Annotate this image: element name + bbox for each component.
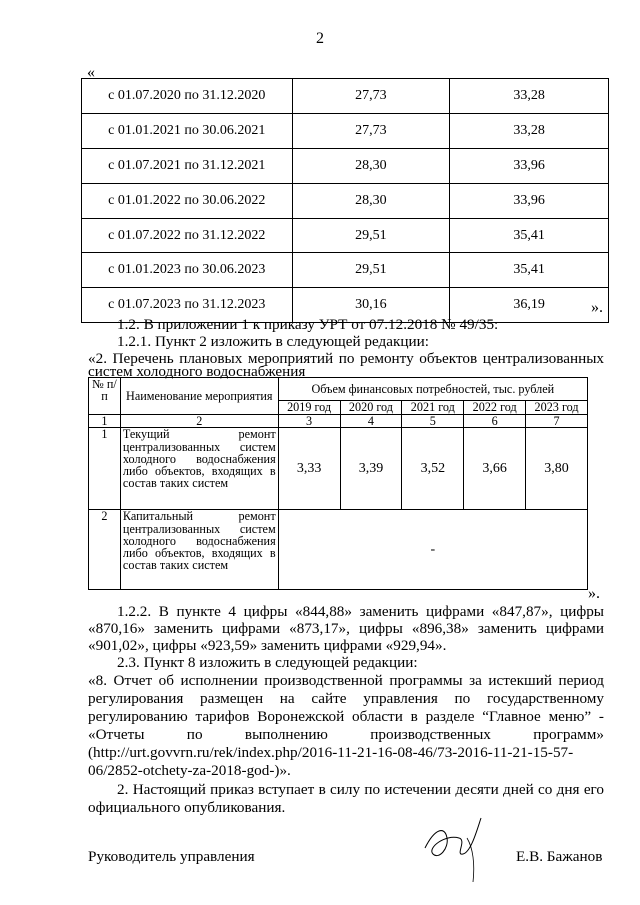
row-name: Капитальный ремонт централизованных систем холодного водоснабжения либо объектов, входящих в состав таких систем bbox=[120, 510, 278, 590]
paragraph-2-title-line1: «2. Перечень плановых мероприятий по ремонту объектов централизованных bbox=[88, 350, 604, 367]
header-name: Наименование мероприятия bbox=[120, 378, 278, 415]
paragraph-1-2: 1.2. В приложении 1 к приказу УРТ от 07.12.2018 № 49/35: bbox=[117, 316, 499, 333]
paragraph-1-2-2-line2: «870,16» заменить цифрами «873,17», цифры «896,38» заменить цифрами bbox=[88, 620, 604, 637]
paragraph-8-url-line1: (http://urt.govvrn.ru/rek/index.php/2016-11-21-16-08-46/73-2016-11-21-15-57- bbox=[88, 744, 574, 761]
row-value: 3,39 bbox=[340, 428, 402, 510]
signer-title: Руководитель управления bbox=[88, 848, 255, 865]
table-row bbox=[82, 218, 609, 253]
table-row bbox=[89, 510, 588, 590]
index-cell: 3 bbox=[278, 415, 340, 428]
tariff-period: с 01.01.2022 по 30.06.2022 bbox=[82, 183, 293, 218]
table-row bbox=[82, 79, 609, 114]
paragraph-1-2-2-line3: «901,02», цифры «923,59» заменить цифрами «929,94». bbox=[88, 637, 447, 654]
index-cell: 5 bbox=[402, 415, 464, 428]
closing-quote-1: ». bbox=[591, 299, 603, 316]
tariff-period: с 01.01.2021 по 30.06.2021 bbox=[82, 113, 293, 148]
paragraph-2-title-line2: систем холодного водоснабжения bbox=[88, 363, 306, 380]
tariff-value-2: 36,19 bbox=[450, 288, 609, 323]
paragraph-8-url-line2: 06/2852-otchety-za-2018-god-)». bbox=[88, 762, 291, 779]
paragraph-2-3: 2.3. Пункт 8 изложить в следующей редакции: bbox=[117, 654, 418, 671]
paragraph-8-line4: «Отчеты по выполнению производственных программ» bbox=[88, 726, 604, 743]
tariff-period: с 01.07.2020 по 31.12.2020 bbox=[82, 79, 293, 114]
paragraph-8-line3: регулированию тарифов Воронежской области в разделе “Главное меню” - bbox=[88, 708, 604, 725]
tariff-period: с 01.01.2023 по 30.06.2023 bbox=[82, 253, 293, 288]
tariff-period: с 01.07.2021 по 31.12.2021 bbox=[82, 148, 293, 183]
tariff-value-2: 33,96 bbox=[450, 183, 609, 218]
tariff-value-2: 33,96 bbox=[450, 148, 609, 183]
tariff-table bbox=[81, 78, 609, 323]
row-num: 1 bbox=[89, 428, 121, 510]
header-year: 2019 год bbox=[278, 401, 340, 415]
table-row bbox=[82, 113, 609, 148]
tariff-value-1: 28,30 bbox=[292, 148, 450, 183]
paragraph-1-2-2-line1: 1.2.2. В пункте 4 цифры «844,88» заменить цифрами «847,87», цифры bbox=[117, 603, 604, 620]
row-value: 3,52 bbox=[402, 428, 464, 510]
tariff-value-2: 35,41 bbox=[450, 253, 609, 288]
header-year: 2021 год bbox=[402, 401, 464, 415]
tariff-value-2: 35,41 bbox=[450, 218, 609, 253]
tariff-value-1: 29,51 bbox=[292, 218, 450, 253]
paragraph-final-line1: 2. Настоящий приказ вступает в силу по истечении десяти дней со дня его bbox=[117, 781, 604, 798]
row-merged-value: - bbox=[278, 510, 587, 590]
index-cell: 6 bbox=[464, 415, 526, 428]
closing-quote-2: ». bbox=[588, 585, 600, 602]
program-table bbox=[88, 377, 588, 590]
tariff-value-1: 27,73 bbox=[292, 79, 450, 114]
header-group: Объем финансовых потребностей, тыс. рублей bbox=[278, 378, 587, 401]
tariff-value-1: 28,30 bbox=[292, 183, 450, 218]
tariff-value-1: 30,16 bbox=[292, 288, 450, 323]
row-value: 3,80 bbox=[526, 428, 588, 510]
index-cell: 4 bbox=[340, 415, 402, 428]
table-row bbox=[82, 253, 609, 288]
opening-quote: « bbox=[87, 64, 95, 81]
header-year: 2020 год bbox=[340, 401, 402, 415]
paragraph-8-line1: «8. Отчет об исполнении производственной программы за истекший период bbox=[88, 672, 604, 689]
header-year: 2022 год bbox=[464, 401, 526, 415]
page-number: 2 bbox=[316, 30, 324, 47]
tariff-value-1: 27,73 bbox=[292, 113, 450, 148]
index-cell: 7 bbox=[526, 415, 588, 428]
paragraph-final-line2: официального опубликования. bbox=[88, 799, 286, 816]
header-year: 2023 год bbox=[526, 401, 588, 415]
table-row bbox=[82, 148, 609, 183]
header-num: № п/п bbox=[89, 378, 121, 415]
signer-name: Е.В. Бажанов bbox=[516, 848, 603, 865]
row-value: 3,66 bbox=[464, 428, 526, 510]
index-cell: 2 bbox=[120, 415, 278, 428]
tariff-period: с 01.07.2022 по 31.12.2022 bbox=[82, 218, 293, 253]
tariff-value-2: 33,28 bbox=[450, 79, 609, 114]
tariff-value-1: 29,51 bbox=[292, 253, 450, 288]
row-value: 3,33 bbox=[278, 428, 340, 510]
tariff-value-2: 33,28 bbox=[450, 113, 609, 148]
table-row bbox=[82, 183, 609, 218]
handwritten-signature bbox=[415, 808, 495, 893]
table-row bbox=[89, 428, 588, 510]
paragraph-8-line2: регулирования размещен на сайте управления по государственному bbox=[88, 690, 604, 707]
row-name: Текущий ремонт централизованных систем холодного водоснабжения либо объектов, входящих в состав таких систем bbox=[120, 428, 278, 510]
index-cell: 1 bbox=[89, 415, 121, 428]
row-num: 2 bbox=[89, 510, 121, 590]
tariff-period: с 01.07.2023 по 31.12.2023 bbox=[82, 288, 293, 323]
paragraph-1-2-1: 1.2.1. Пункт 2 изложить в следующей редакции: bbox=[117, 333, 430, 350]
